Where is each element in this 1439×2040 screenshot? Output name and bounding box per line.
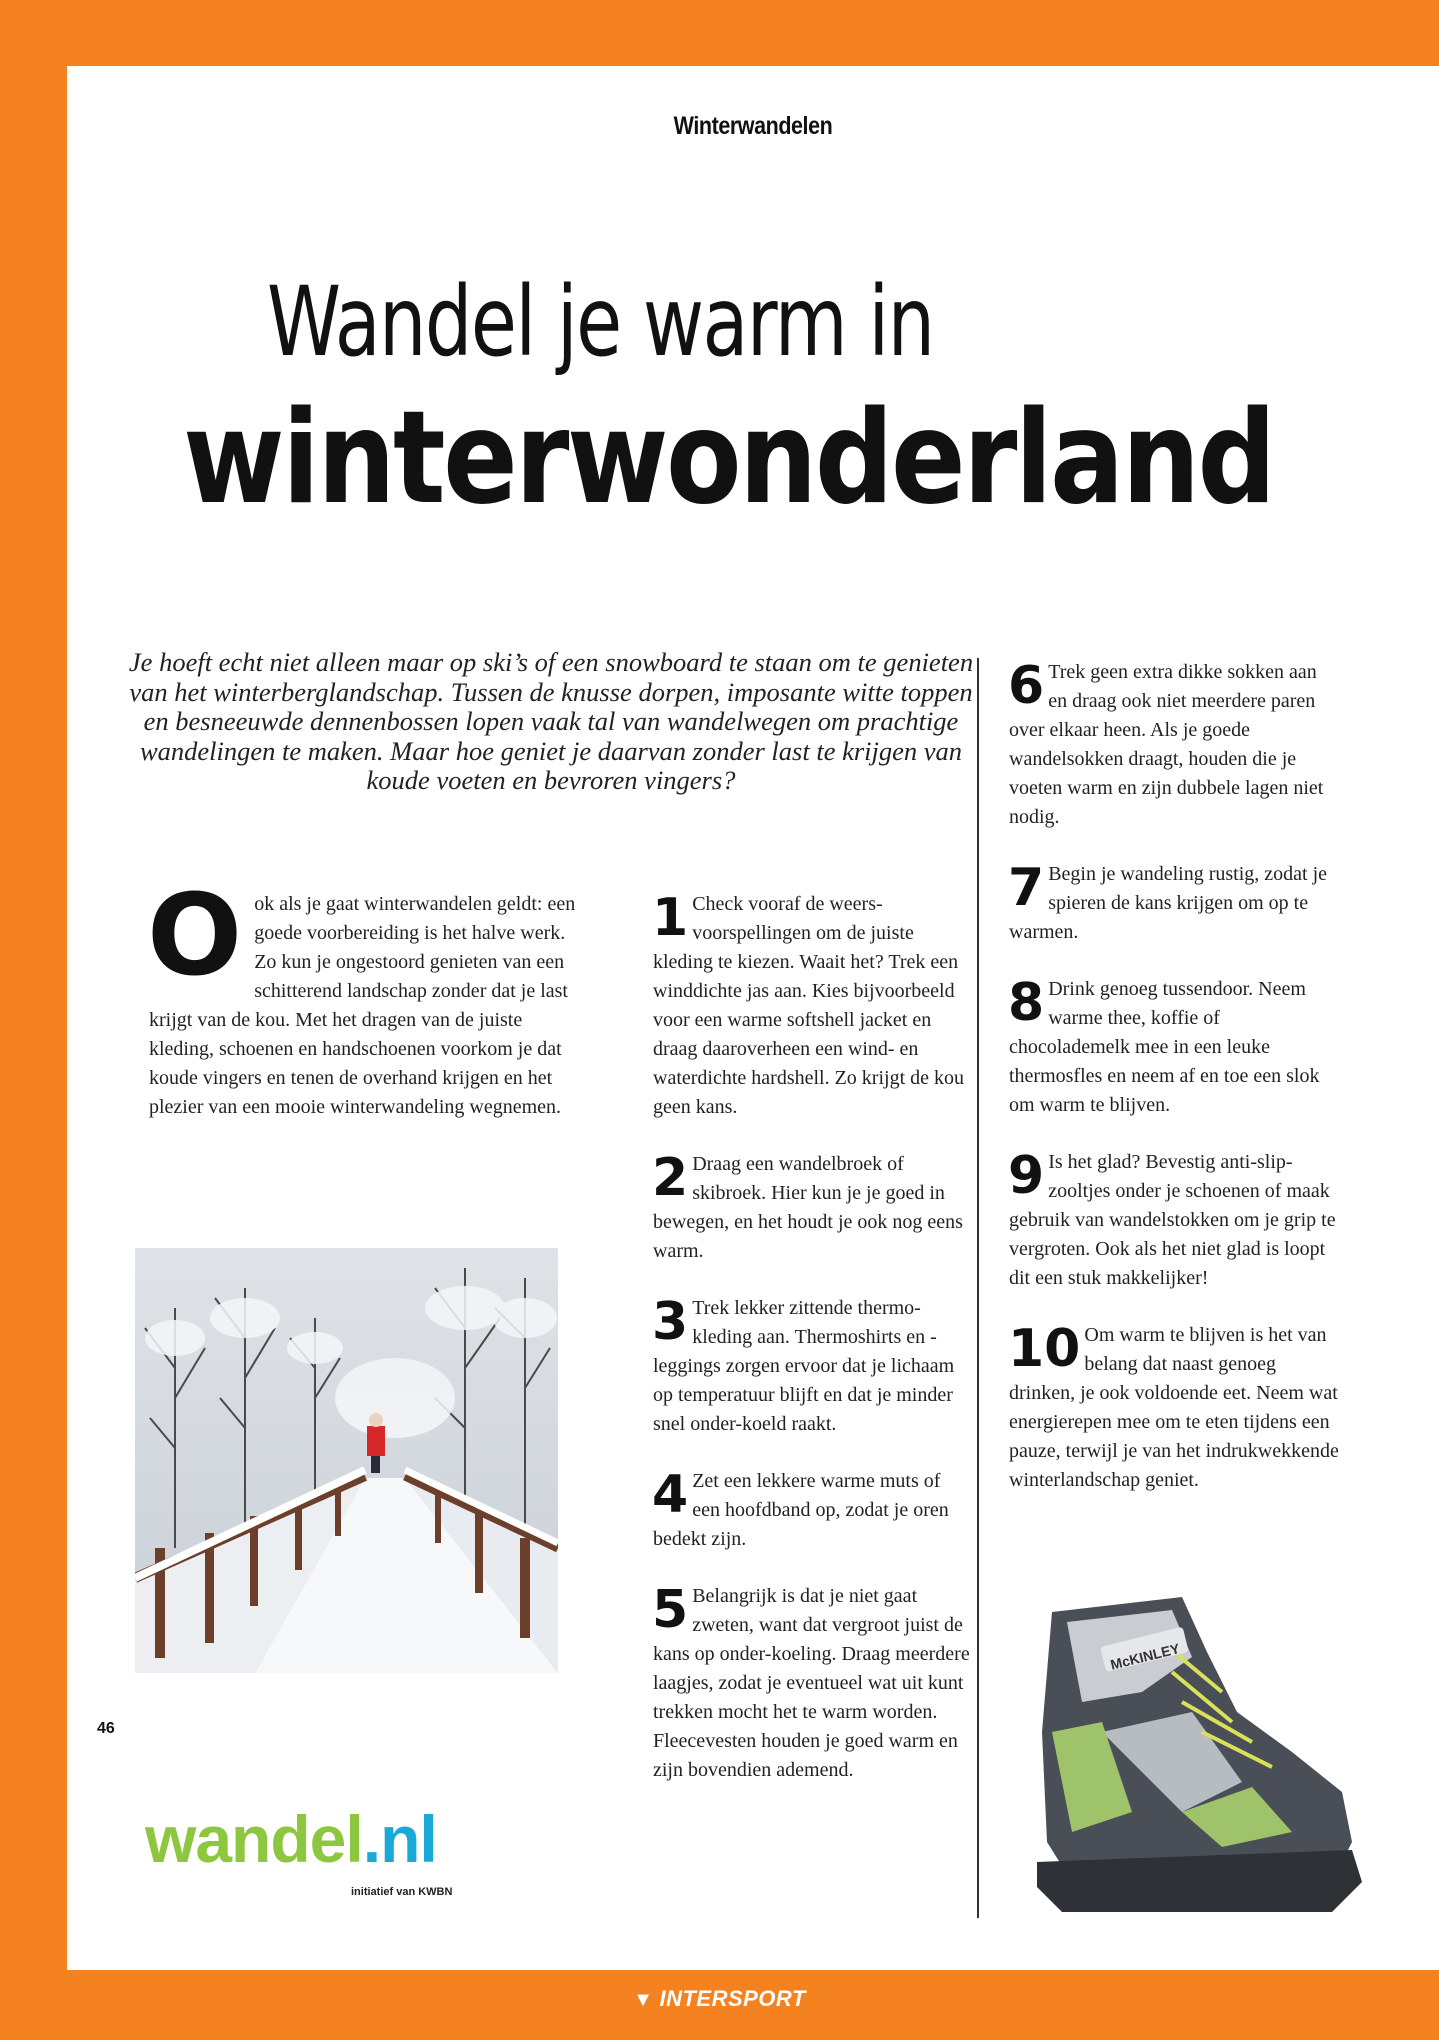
tip-9 [1009,1148,1339,1293]
tip-text: Draag een wandelbroek of skibroek. Hier kun je je goed in bewegen, en het houdt je ook nog eens warm. [653,1153,963,1262]
section-kicker: Winterwandelen [673,112,833,140]
tip-6 [1009,658,1339,832]
tip-1 [653,890,973,1122]
tip-text: Is het glad? Bevestig anti-slip-zooltjes onder je schoenen of maak gebruik van wandelstokken om je grip te vergroten. Ook als het niet glad is loopt dit een stuk makkelijker! [1009,1151,1336,1289]
hiking-boot-image [992,1582,1372,1922]
magazine-page [67,66,1439,1970]
winter-walk-photo [135,1248,558,1673]
tip-4 [653,1467,973,1554]
tip-text: Belangrijk is dat je niet gaat zweten, want dat vergroot juist de kans op onder-koeling. Draag meerdere laagjes, zodat je eventueel wat uit kunt trekken mocht het te warm worden. Fleecevesten houden je goed warm en zijn bovendien ademend. [653,1585,970,1781]
logo-nl-text: nl [380,1802,437,1876]
tip-text: Zet een lekkere warme muts of een hoofdband op, zodat je oren bedekt zijn. [653,1470,949,1550]
logo-wandel-text: wandel [145,1802,363,1876]
headline-line-2: winterwonderland [183,384,1274,533]
tip-5 [653,1582,973,1785]
tip-number: 6 [1008,656,1045,716]
wandel-nl-logo [145,1802,437,1876]
tip-number: 4 [652,1465,689,1525]
logo-dot: . [362,1802,381,1876]
tip-number: 9 [1008,1146,1045,1206]
headline-line-1: Wandel je warm in [267,266,934,378]
tip-number: 10 [1008,1319,1081,1379]
intersport-footer-logo [0,1986,1439,2012]
intersport-mark-icon: ▼ [633,1989,654,2011]
tip-number: 5 [652,1580,689,1640]
tip-text: Drink genoeg tussendoor. Neem warme thee, koffie of chocolademelk mee in een leuke thermosfles en neem af en toe een slok om warm te blijven. [1009,978,1320,1116]
logo-subtitle: initiatief van KWBN [351,1886,453,1898]
tip-number: 7 [1008,858,1045,918]
tips-column-1 [653,890,973,1813]
tip-8 [1009,975,1339,1120]
tip-number: 2 [652,1148,689,1208]
boot-brand-label: McKINLEY [1108,1640,1182,1673]
tip-text: Check vooraf de weers-voorspellingen om de juiste kleding te kiezen. Waait het? Trek een winddichte jas aan. Kies bijvoorbeeld voor een warme softshell jacket en draag daaroverheen een wind- en waterdichte hardshell. Zo krijgt de kou geen kans. [653,893,965,1118]
tip-number: 3 [652,1292,689,1352]
tip-10 [1009,1321,1339,1495]
tip-3 [653,1294,973,1439]
dropcap: O [147,871,243,1001]
lead-column [147,871,589,1122]
column-divider [977,658,979,1918]
intersport-brand-text: INTERSPORT [659,1986,806,2011]
tip-number: 8 [1008,973,1045,1033]
tip-number: 1 [652,888,689,948]
intro-paragraph: Je hoeft echt niet alleen maar op ski’s of een snowboard te staan om te genieten van het winterberglandschap. Tussen de knusse dorpen, imposante witte toppen en besneeuwde dennenbossen lopen vaak tal van wandelwegen om prachtige wandelingen te maken. Maar hoe geniet je daarvan zonder last te krijgen van koude voeten en bevroren vingers? [128,647,974,795]
tips-column-2 [1009,658,1339,1523]
page-number: 46 [97,1720,115,1737]
tip-text: Trek geen extra dikke sokken aan en draag ook niet meerdere paren over elkaar heen. Als je goede wandelsokken draagt, houden die je voeten warm en zijn dubbele lagen niet nodig. [1009,661,1324,828]
lead-text: ok als je gaat winterwandelen geldt: een goede voorbereiding is het halve werk. Zo kun je ongestoord genieten van een schitterend landschap zonder dat je last krijgt van de kou. Met het dragen van de juiste kleding, schoenen en handschoenen voorkom je dat koude vingers en tenen de overhand krijgen en het plezier van een mooie winterwandeling wegnemen. [149,893,576,1118]
tip-2 [653,1150,973,1266]
snow-boardwalk-image [135,1248,558,1673]
tip-text: Trek lekker zittende thermo-kleding aan. Thermoshirts en -leggings zorgen ervoor dat je lichaam op temperatuur blijft en dat je minder snel onder-koeld raakt. [653,1297,955,1435]
tip-text: Begin je wandeling rustig, zodat je spieren de kans krijgen om op te warmen. [1009,863,1328,943]
tip-7 [1009,860,1339,947]
tip-text: Om warm te blijven is het van belang dat naast genoeg drinken, je ook voldoende eet. Neem wat energierepen mee om te eten tijdens een pauze, terwijl je van het indrukwekkende winterlandschap geniet. [1009,1324,1339,1491]
boot-illustration [992,1582,1372,1922]
